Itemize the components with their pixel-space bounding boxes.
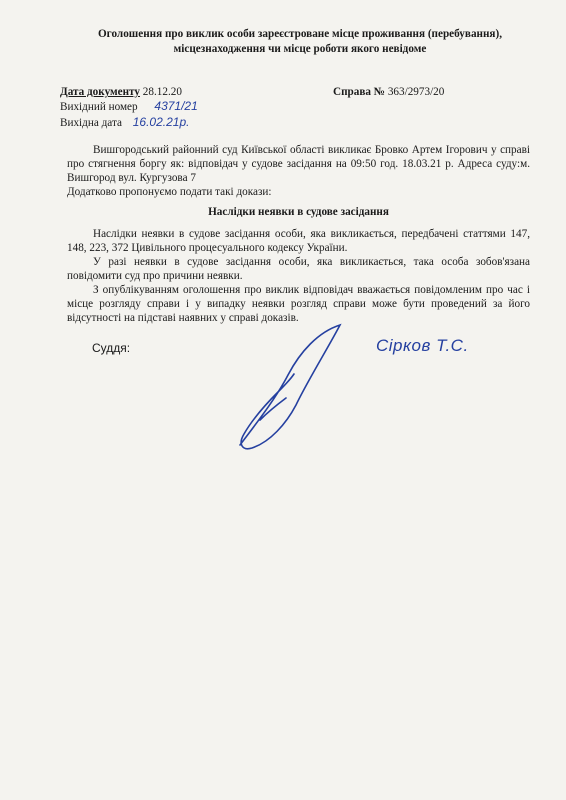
outgoing-date-label: Вихідна дата [60, 117, 122, 129]
title-line-2: місцезнаходження чи місце роботи якого невідоме [173, 43, 427, 55]
outgoing-number [60, 99, 198, 114]
consequence-paragraph-3: З опублікуванням оголошення про виклик відповідач вважається повідомленим про час і місце розгляду справи і у випадку неявки розгляд справи може бути проведений за його відсутності на підставі наявних у справі доказів. [67, 284, 530, 324]
judge-handwritten-name: Сірков Т.С. [376, 336, 469, 355]
document-date [60, 85, 182, 99]
outgoing-date [60, 115, 189, 130]
case-value: 363/2973/20 [387, 86, 445, 98]
case-number [333, 85, 444, 99]
title-line-1: Оголошення про виклик особи зареєстроване місце проживання (перебування), [97, 28, 503, 40]
judge-label: Суддя: [92, 341, 131, 355]
section-title: Наслідки неявки в судове засідання [208, 206, 389, 218]
evidence-paragraph: Додатково пропонуємо подати такі докази: [67, 186, 272, 198]
date-label: Дата документу [60, 86, 140, 98]
outgoing-number-label: Вихідний номер [60, 101, 138, 113]
outgoing-date-value: 16.02.21р. [132, 115, 190, 129]
date-value: 28.12.20 [142, 86, 182, 98]
case-label: Справа № [333, 86, 386, 98]
judge-signature [200, 320, 380, 460]
outgoing-number-value: 4371/21 [154, 99, 198, 113]
document-title [60, 27, 540, 57]
consequence-paragraph-2: У разі неявки в судове засідання особи, яка викликається, така особа зобов'язана повідомити суд про причини неявки. [67, 256, 530, 282]
consequence-paragraph-1: Наслідки неявки в судове засідання особи, яка викликається, передбачені статтями 147, 148, 223, 372 Цивільного процесуального кодексу України. [67, 228, 530, 254]
summons-paragraph: Вишгородський районний суд Київської області викликає Бровко Артем Ігорович у справі про стягнення боргу як: відповідач у судове засідання на 09:50 год. 18.03.21 р. Адреса суду:м. Вишгород вул. Кургузова 7 [67, 144, 530, 184]
